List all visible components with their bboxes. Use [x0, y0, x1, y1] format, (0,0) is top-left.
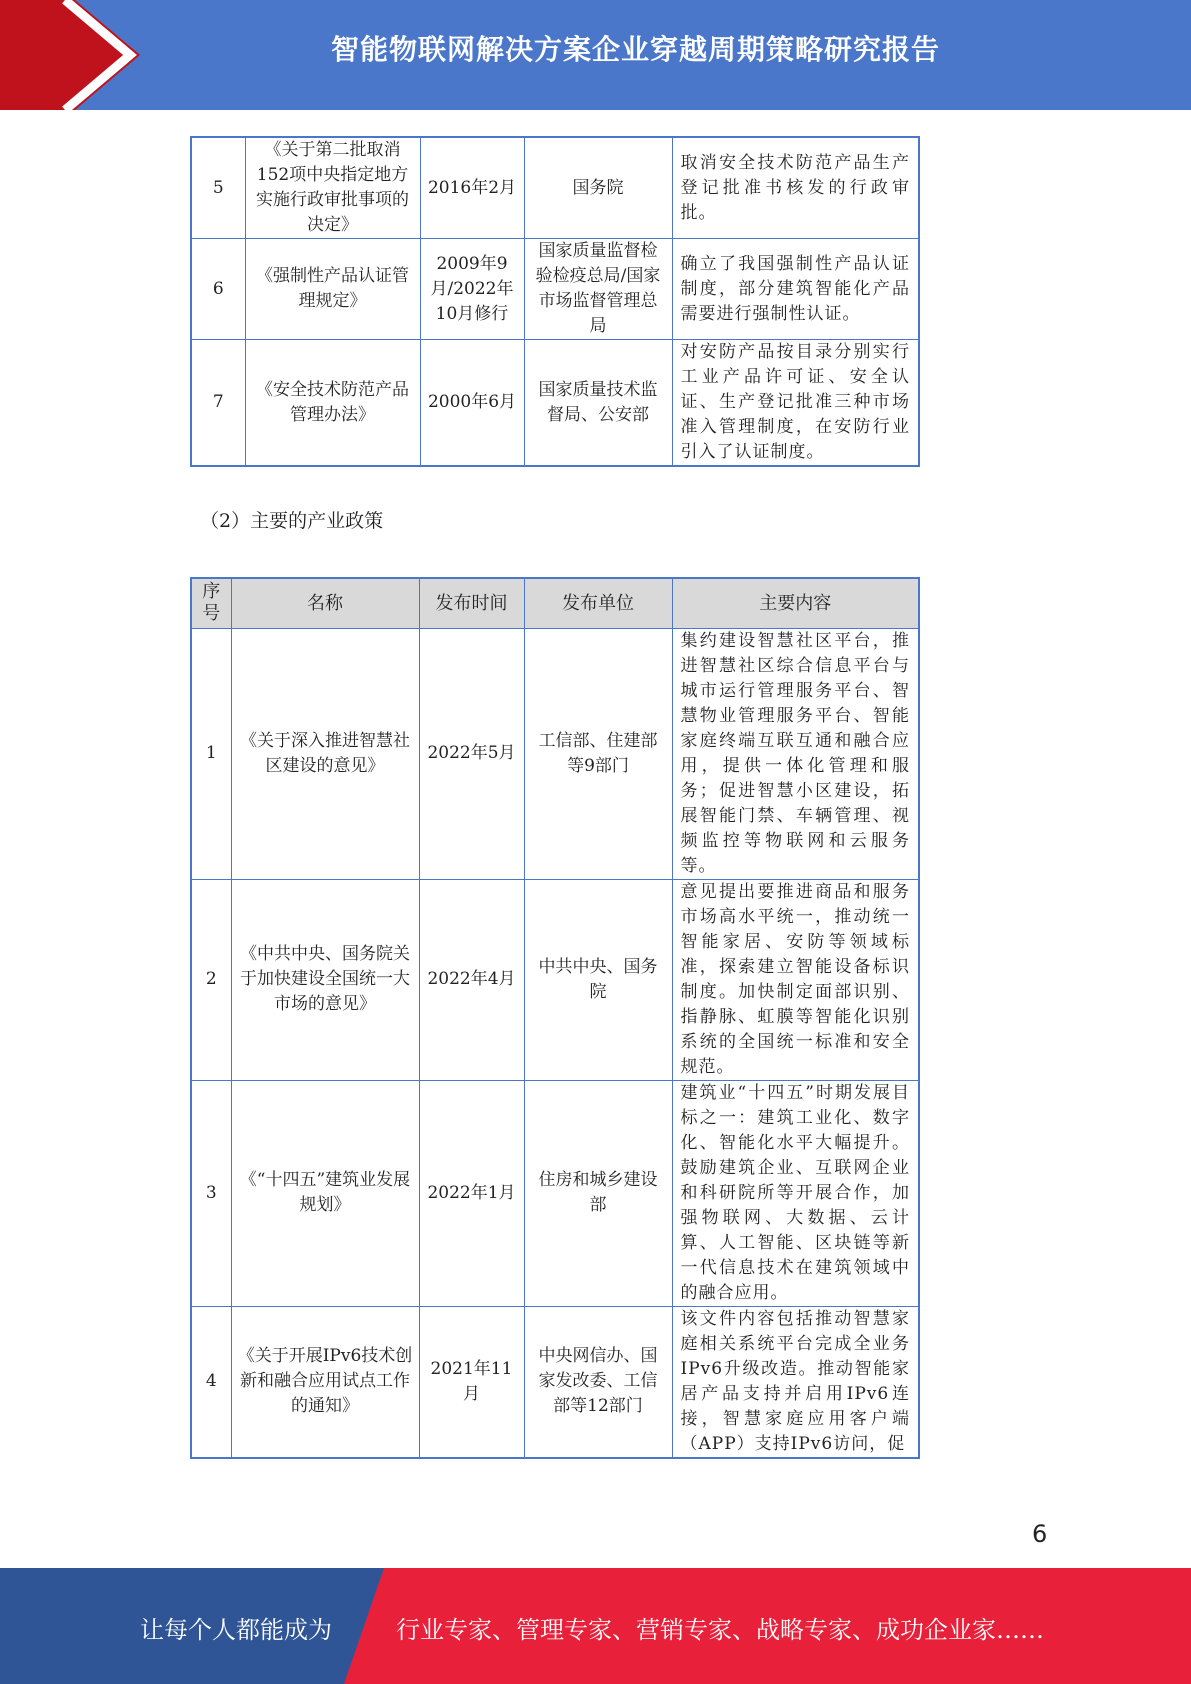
policy-name: 《“十四五”建筑业发展规划》	[231, 1080, 419, 1306]
header-unit: 发布单位	[524, 578, 672, 628]
policy-content: 确立了我国强制性产品认证制度，部分建筑智能化产品需要进行强制性认证。	[672, 239, 919, 340]
page-header	[0, 0, 1191, 110]
header-name: 名称	[231, 578, 419, 628]
row-number: 6	[191, 239, 245, 340]
page-footer	[0, 1568, 1191, 1684]
publish-date: 2016年2月	[420, 137, 524, 239]
table-header-row	[191, 578, 919, 628]
row-number: 4	[191, 1306, 231, 1458]
header-content: 主要内容	[672, 578, 919, 628]
publish-date: 2022年1月	[419, 1080, 524, 1306]
publisher: 住房和城乡建设部	[524, 1080, 672, 1306]
table-row	[191, 239, 919, 340]
publisher: 中共中央、国务院	[524, 879, 672, 1080]
row-number: 2	[191, 879, 231, 1080]
table-row	[191, 340, 919, 467]
policy-name: 《中共中央、国务院关于加快建设全国统一大市场的意见》	[231, 879, 419, 1080]
header-date: 发布时间	[419, 578, 524, 628]
publish-date: 2022年5月	[419, 628, 524, 879]
header-number: 序号	[191, 578, 231, 628]
policy-content: 该文件内容包括推动智慧家庭相关系统平台完成全业务IPv6升级改造。推动智能家居产品支持并启用IPv6连接，智慧家庭应用客户端（APP）支持IPv6访问，促	[672, 1306, 919, 1458]
report-title: 智能物联网解决方案企业穿越周期策略研究报告	[330, 33, 940, 66]
table-row	[191, 1306, 919, 1458]
policy-content: 建筑业“十四五”时期发展目标之一：建筑工业化、数字化、智能化水平大幅提升。鼓励建筑企业、互联网企业和科研院所等开展合作，加强物联网、大数据、云计算、人工智能、区块链等新一代信息技术在建筑领域中的融合应用。	[672, 1080, 919, 1306]
footer-slogan-right: 行业专家、管理专家、营销专家、战略专家、成功企业家……	[396, 1616, 1044, 1644]
policy-content: 集约建设智慧社区平台，推进智慧社区综合信息平台与城市运行管理服务平台、智慧物业管理服务平台、智能家庭终端互联互通和融合应用，提供一体化管理和服务；促进智慧小区建设，拓展智能门禁、车辆管理、视频监控等物联网和云服务等。	[672, 628, 919, 879]
publisher: 国家质量监督检验检疫总局/国家市场监督管理总局	[524, 239, 672, 340]
publisher: 国务院	[524, 137, 672, 239]
publish-date: 2000年6月	[420, 340, 524, 467]
publish-date: 2009年9月/2022年10月修行	[420, 239, 524, 340]
policy-name: 《关于开展IPv6技术创新和融合应用试点工作的通知》	[231, 1306, 419, 1458]
footer-slogan-left: 让每个人都能成为	[140, 1616, 332, 1644]
table-row	[191, 137, 919, 239]
policy-content: 意见提出要推进商品和服务市场高水平统一，推动统一智能家居、安防等领域标准，探索建立智能设备标识制度。加快制定面部识别、指静脉、虹膜等智能化识别系统的全国统一标准和安全规范。	[672, 879, 919, 1080]
policy-name: 《安全技术防范产品管理办法》	[245, 340, 420, 467]
industry-policy-table	[190, 577, 920, 1459]
policy-table-continued	[190, 136, 920, 467]
publisher: 国家质量技术监督局、公安部	[524, 340, 672, 467]
publish-date: 2022年4月	[419, 879, 524, 1080]
row-number: 3	[191, 1080, 231, 1306]
row-number: 5	[191, 137, 245, 239]
row-number: 7	[191, 340, 245, 467]
table-row	[191, 879, 919, 1080]
policy-name: 《关于深入推进智慧社区建设的意见》	[231, 628, 419, 879]
policy-name: 《强制性产品认证管理规定》	[245, 239, 420, 340]
policy-content: 对安防产品按目录分别实行工业产品许可证、安全认证、生产登记批准三种市场准入管理制度，在安防行业引入了认证制度。	[672, 340, 919, 467]
policy-name: 《关于第二批取消152项中央指定地方实施行政审批事项的决定》	[245, 137, 420, 239]
table-row	[191, 628, 919, 879]
table-row	[191, 1080, 919, 1306]
policy-content: 取消安全技术防范产品生产登记批准书核发的行政审批。	[672, 137, 919, 239]
publisher: 中央网信办、国家发改委、工信部等12部门	[524, 1306, 672, 1458]
page-number: 6	[1032, 1520, 1048, 1548]
row-number: 1	[191, 628, 231, 879]
section-heading: （2）主要的产业政策	[200, 510, 384, 532]
publish-date: 2021年11月	[419, 1306, 524, 1458]
publisher: 工信部、住建部等9部门	[524, 628, 672, 879]
